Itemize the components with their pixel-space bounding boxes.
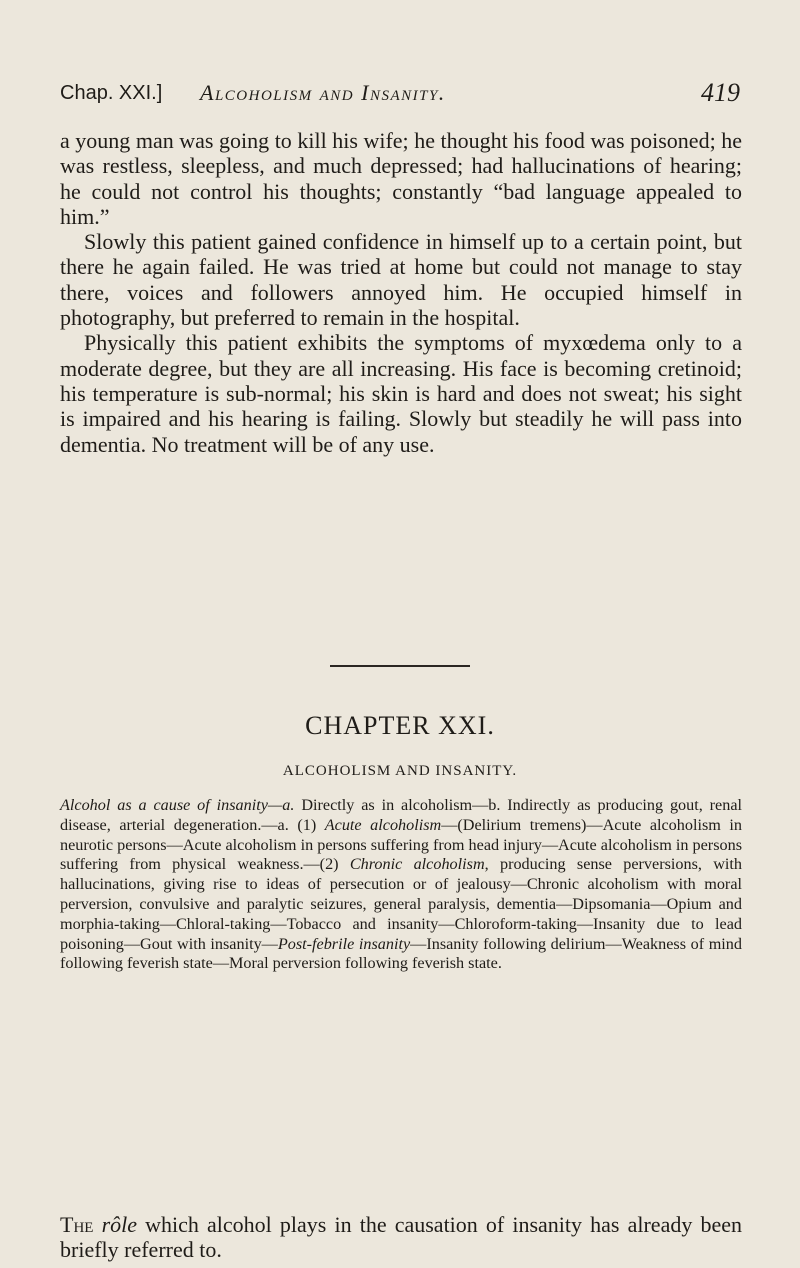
role-word: rôle [101, 1212, 138, 1237]
paragraph: Slowly this patient gained confidence in himself up to a certain point, but there he again failed. He was tried at home but could not manage to stay there, voices and followers annoyed him. He occupied himself in photography, but preferred to remain in the hospital. [60, 229, 742, 331]
continued-case-text [60, 128, 742, 457]
paragraph: Physically this patient exhibits the symptoms of myxœdema only to a moderate degree, but they are all increasing. His face is becoming cretinoid; his temperature is sub-normal; his skin is hard and does not sweat; his sight is impaired and his hearing is failing. Slowly but steadily he will pass into dementia. No treatment will be of any use. [60, 330, 742, 457]
summary-italic: Post-febrile insanity [277, 934, 411, 953]
header-chapter: Chap. XXI.] [60, 82, 163, 104]
header-title: Alcoholism and Insanity. [200, 80, 446, 105]
paragraph-text: which alcohol plays in the causation of insanity has already been briefly referred to. [60, 1212, 742, 1263]
summary-italic: Chronic alcoholism [349, 855, 485, 874]
opening-paragraph [60, 1212, 742, 1263]
summary-text: , producing sense perversions, with hallucinations, giving rise to ideas of persecution or of jealousy—Chronic alcoholism with moral perversion, convulsive and paralytic seizures, general paralysis, dementia—Dipsomania—Opium and morphia-taking—Chloral-taking—Tobacco and insanity—Chloroform-taking—Insanity due to lead poisoning—Gout with insanity— [60, 855, 742, 953]
paragraph: a young man was going to kill his wife; he thought his food was poisoned; he was restless, sleepless, and much depressed; had hallucinations of hearing; he could not control his thoughts; constantly “bad language appealed to him.” [60, 128, 742, 229]
running-header [60, 78, 740, 114]
summary-text: Directly as in alcoholism—b. Indirectly as producing gout, renal disease, arterial degeneration.—a. (1) [60, 796, 743, 834]
page-number: 419 [701, 78, 740, 107]
section-divider [330, 665, 470, 667]
summary-text: —Insanity following delirium—Weakness of mind following feverish state—Moral perversion following feverish state. [60, 934, 742, 973]
chapter-summary [60, 796, 742, 974]
chapter-heading: CHAPTER XXI. [305, 711, 495, 740]
chapter-subheading: ALCOHOLISM AND INSANITY. [282, 763, 518, 779]
summary-italic: Acute alcoholism [324, 815, 442, 834]
lead-word: The [60, 1212, 94, 1237]
summary-italic: Alcohol as a cause of insanity—a. [60, 796, 295, 814]
summary-text: —(Delirium tremens)—Acute alcoholism in neurotic persons—Acute alcoholism in persons suffering from head injury—Acute alcoholism in persons suffering from physical weakness.—(2) [60, 815, 742, 874]
